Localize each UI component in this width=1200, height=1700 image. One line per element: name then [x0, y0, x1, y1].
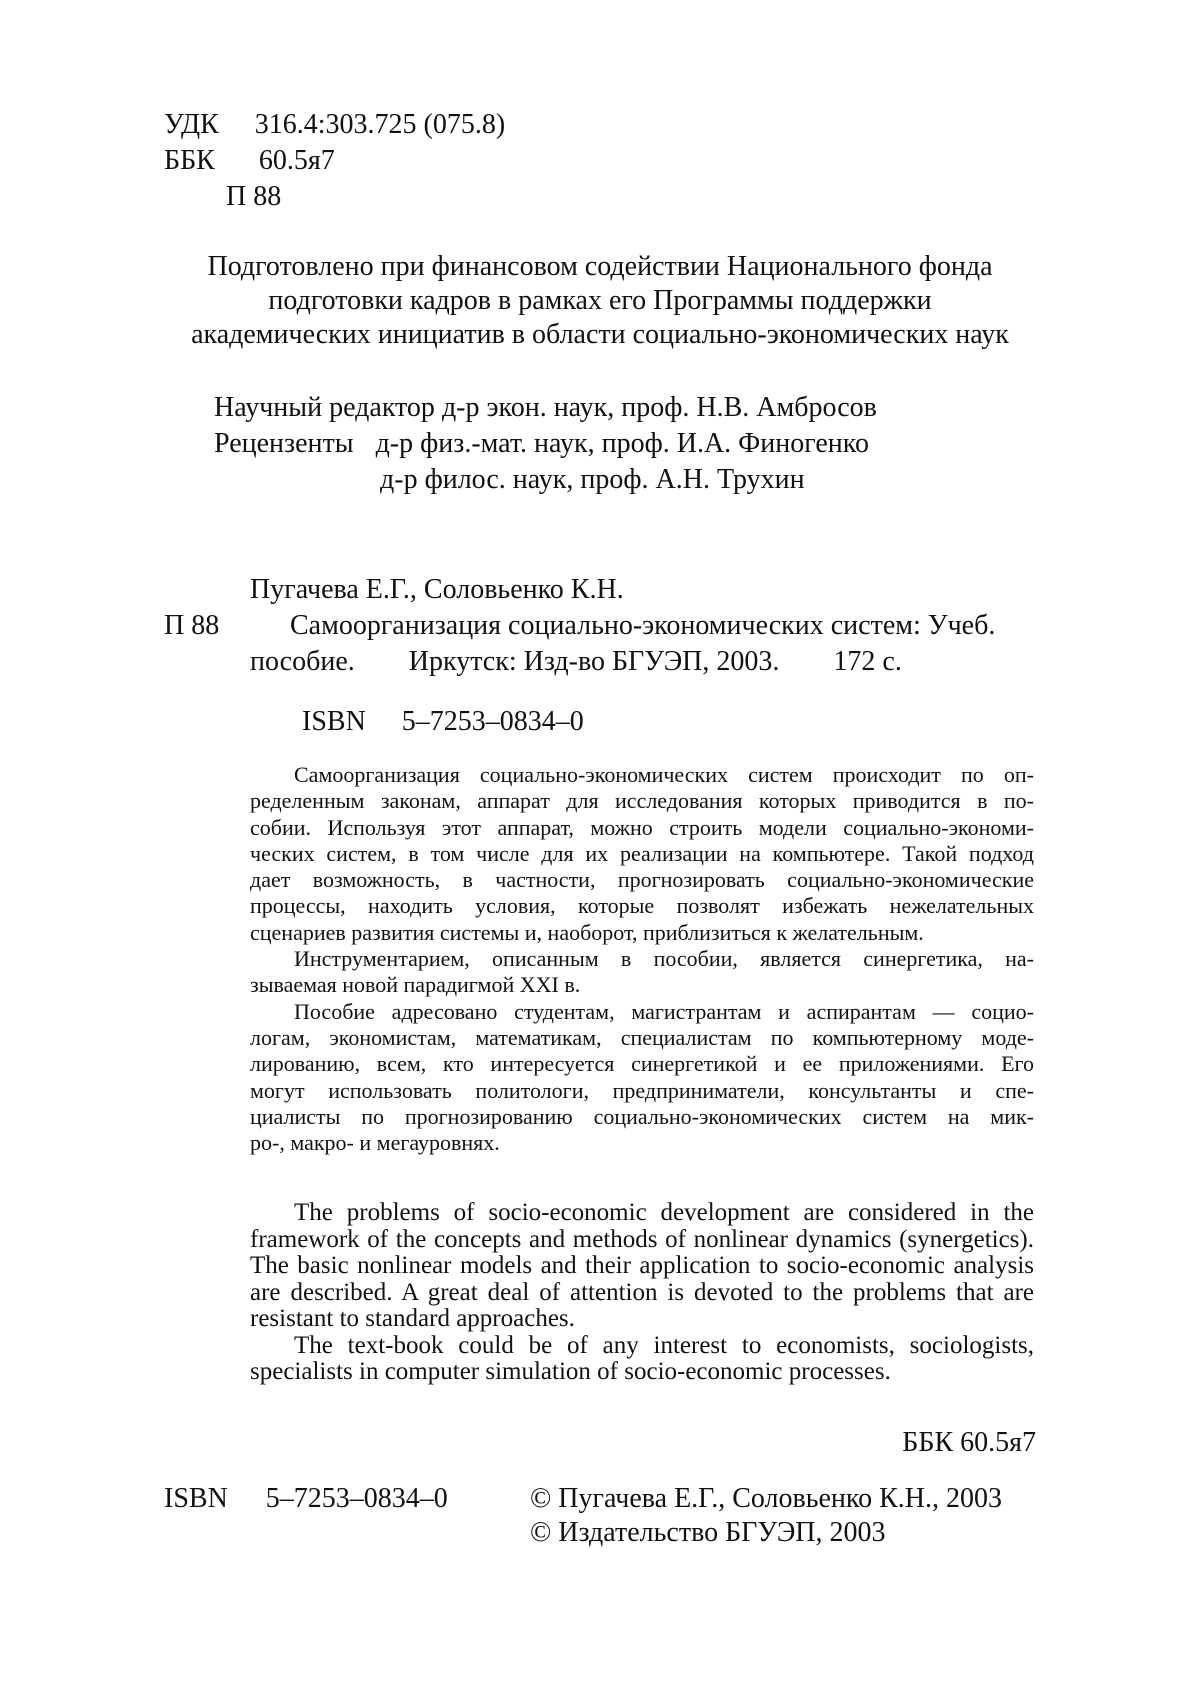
funding-line: Подготовлено при финансовом содействии Национального фонда: [207, 251, 993, 282]
book-type: пособие.: [250, 646, 355, 677]
bbk-label: ББК: [164, 145, 215, 176]
abstract-en: [250, 1200, 1034, 1386]
copyright-block: [530, 1482, 1002, 1550]
funding-note: [150, 250, 1050, 352]
abstract-line: are described. A great deal of attention is devoted to the problems that are: [250, 1278, 1034, 1306]
udk-line: [164, 108, 505, 142]
copyright-authors: © Пугачева Е.Г., Соловьенко К.Н., 2003: [530, 1483, 1002, 1514]
bbk-line: [164, 144, 335, 178]
publisher: Иркутск: Изд-во БГУЭП, 2003.: [408, 646, 780, 677]
reviewers-label: Рецензенты: [214, 428, 354, 459]
abstract-ru: [250, 762, 1034, 1156]
abstract-line: Пособие адресовано студентам, магистрантам и аспирантам — социо-: [294, 998, 1034, 1024]
abstract-ru-paragraph: [250, 999, 1034, 1157]
footer-bbk: ББК 60.5я7: [902, 1427, 1036, 1458]
scientific-editor-name: д-р экон. наук, проф. Н.В. Амбросов: [441, 392, 877, 423]
footer-isbn-value: 5–7253–0834–0: [265, 1483, 448, 1514]
udk-label: УДК: [164, 109, 219, 140]
authors: Пугачева Е.Г., Соловьенко К.Н.: [250, 574, 624, 605]
abstract-ru-paragraph: [250, 946, 1034, 999]
bbk-value: 60.5я7: [258, 145, 335, 176]
abstract-en-paragraph: [250, 1200, 1034, 1333]
reviewers-line: [214, 427, 869, 461]
abstract-line: могут использовать политологи, предприниматели, консультанты и спе-: [250, 1077, 1034, 1103]
book-title-line1: Самоорганизация социально-экономических систем: Учеб.: [290, 610, 996, 641]
abstract-en-paragraph: [250, 1333, 1034, 1386]
scientific-editor-line: [214, 391, 877, 425]
abstract-line: The problems of socio-economic development are considered in the: [294, 1199, 1034, 1226]
abstract-ru-paragraph: [250, 762, 1034, 946]
abstract-line: ределенным законам, аппарат для исследования которых приводится в по-: [250, 788, 1034, 814]
scientific-editor-label: Научный редактор: [214, 392, 435, 423]
abstract-line: The basic nonlinear models and their application to socio-economic analysis: [250, 1252, 1034, 1279]
abstract-line: resistant to standard approaches.: [250, 1305, 575, 1332]
bib-mark: П 88: [164, 610, 220, 641]
abstract-line: Инструментарием, описанным в пособии, является синергетика, на-: [294, 946, 1034, 972]
abstract-line: ческих систем, в том числе для их реализации на компьютере. Такой подход: [250, 840, 1034, 866]
bib-isbn-line: [302, 705, 584, 739]
abstract-line: зываемая новой парадигмой XXI в.: [250, 972, 581, 998]
funding-line: академических инициатив в области социально-экономических наук: [191, 319, 1009, 350]
abstract-line: процессы, находить условия, которые позволят избежать нежелательных: [250, 893, 1034, 919]
udk-value: 316.4:303.725 (075.8): [254, 109, 506, 140]
abstract-line: лированию, всем, кто интересуется синергетикой и ее приложениями. Его: [250, 1051, 1034, 1077]
abstract-line: сценариев развития системы и, наоборот, приблизиться к желательным.: [250, 919, 924, 945]
abstract-line: логам, экономистам, математикам, специалистам по компьютерному моде-: [250, 1024, 1034, 1050]
reviewer-2: д-р филос. наук, проф. А.Н. Трухин: [380, 464, 805, 495]
abstract-line: The text-book could be of any interest to economists, sociologists,: [294, 1331, 1034, 1359]
abstract-line: дает возможность, в частности, прогнозировать социально-экономические: [250, 867, 1034, 893]
book-title-line2: [250, 645, 902, 679]
abstract-line: specialists in computer simulation of socio-economic processes.: [250, 1358, 891, 1385]
bib-isbn-value: 5–7253–0834–0: [401, 706, 584, 737]
footer-isbn-label: ISBN: [164, 1483, 228, 1514]
page-count: 172 с.: [833, 646, 902, 677]
footer-isbn-line: [164, 1482, 448, 1516]
abstract-line: ро-, макро- и мегауровнях.: [250, 1130, 500, 1156]
funding-line: подготовки кадров в рамках его Программы поддержки: [268, 285, 932, 316]
reviewer-1: д-р физ.-мат. наук, проф. И.А. Финогенко: [375, 428, 869, 459]
copyright-publisher: © Издательство БГУЭП, 2003: [530, 1517, 886, 1548]
abstract-line: framework of the concepts and methods of nonlinear dynamics (synergetics).: [250, 1225, 1034, 1253]
author-mark: П 88: [226, 181, 282, 212]
abstract-line: собии. Используя этот аппарат, можно строить модели социально-экономи-: [250, 814, 1034, 840]
abstract-line: Самоорганизация социально-экономических систем происходит по оп-: [294, 762, 1034, 787]
abstract-line: циалисты по прогнозированию социально-экономических систем на мик-: [250, 1103, 1034, 1129]
bib-isbn-label: ISBN: [302, 706, 366, 737]
